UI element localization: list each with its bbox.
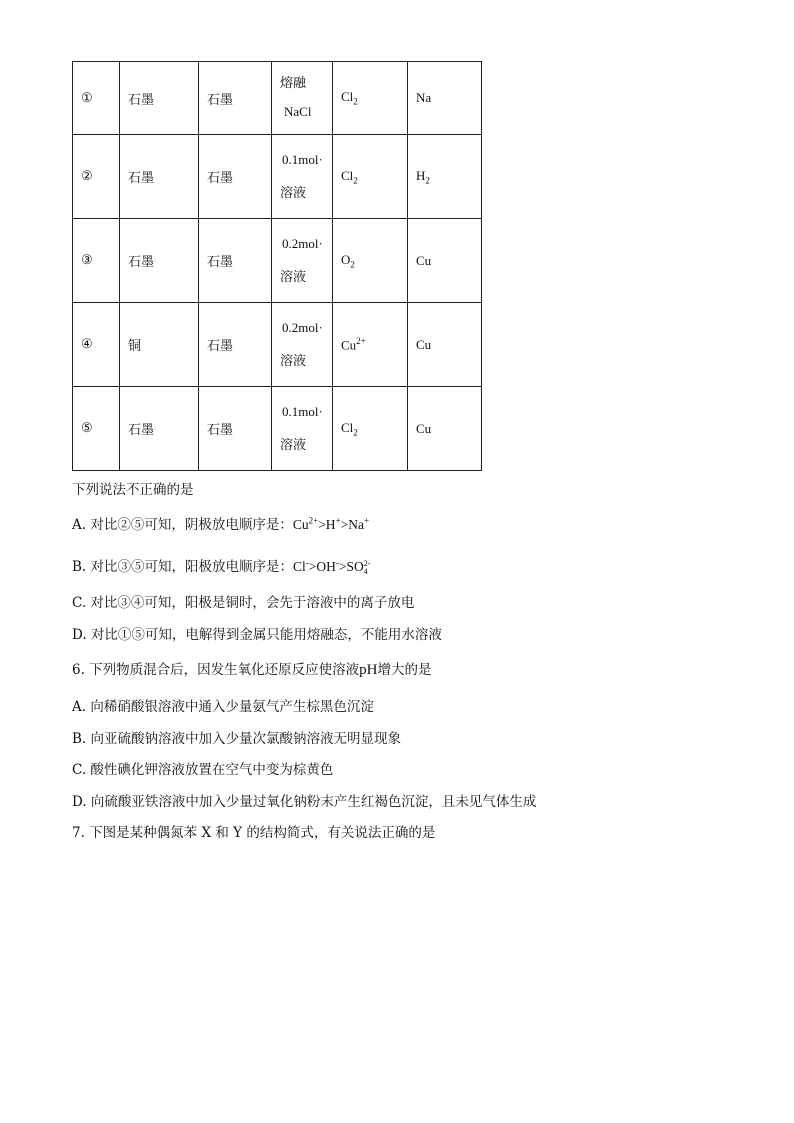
table-row [73,62,482,135]
q6-option-a: A. 向稀硝酸银溶液中通入少量氨气产生棕黑色沉淀 [72,699,374,715]
cathode-product: Na [408,62,482,135]
table-row [73,387,482,471]
anode-product: $Cl_2$ [333,62,408,135]
cathode-product: Cu [408,303,482,387]
cathode-material: 石墨 [199,135,272,219]
q6-option-b: B. 向亚硫酸钠溶液中加入少量次氯酸钠溶液无明显现象 [72,731,402,747]
q6-option-d: D. 向硫酸亚铁溶液中加入少量过氧化钠粉末产生红褐色沉淀，且未见气体生成 [72,794,537,810]
cathode-product: Cu [408,219,482,303]
q5-option-a: A. 对比②⑤可知，阴极放电顺序是：$Cu^{2+}>H^+>Na^+$ [72,515,370,533]
q5-option-d: D. 对比①⑤可知，电解得到金属只能用熔融态，不能用水溶液 [72,627,442,643]
cathode-material: 石墨 [199,303,272,387]
row-number: ② [73,135,120,219]
electrolyte: 0.1mol· 溶液 [272,387,333,471]
anode-material: 石墨 [120,135,199,219]
cathode-material: 石墨 [199,219,272,303]
anode-product: $Cl_2$ [333,135,408,219]
cathode-product: $H_2$ [408,135,482,219]
q5-stem: 下列说法不正确的是 [72,482,194,498]
electrolysis-table [72,61,482,471]
table-row [73,219,482,303]
cathode-product: Cu [408,387,482,471]
row-number: ① [73,62,120,135]
q6-option-c: C. 酸性碘化钾溶液放置在空气中变为棕黄色 [72,762,334,778]
row-number: ④ [73,303,120,387]
electrolyte: 0.2mol· 溶液 [272,219,333,303]
electrolyte: 熔融 NaCl [272,62,333,135]
table-row [73,135,482,219]
q5-option-b: B. 对比③⑤可知，阳极放电顺序是：Cl->OH->SO 2- 4 [72,557,371,576]
anode-material: 石墨 [120,219,199,303]
row-number: ⑤ [73,387,120,471]
q5-option-c: C. 对比③④可知，阳极是铜时，会先于溶液中的离子放电 [72,595,415,611]
anode-material: 石墨 [120,62,199,135]
row-number: ③ [73,219,120,303]
anode-product: $Cu^{2+}$ [333,303,408,387]
anode-product: $O_2$ [333,219,408,303]
electrolyte: 0.2mol· 溶液 [272,303,333,387]
anode-material: 石墨 [120,387,199,471]
q7-stem: 7. 下图是某种偶氮苯 X 和 Y 的结构简式，有关说法正确的是 [72,825,436,841]
cathode-material: 石墨 [199,62,272,135]
table-row [73,303,482,387]
anode-product: $Cl_2$ [333,387,408,471]
q6-stem: 6. 下列物质混合后，因发生氧化还原反应使溶液pH增大的是 [72,662,432,678]
cathode-material: 石墨 [199,387,272,471]
electrolyte: 0.1mol· 溶液 [272,135,333,219]
anode-material: 铜 [120,303,199,387]
